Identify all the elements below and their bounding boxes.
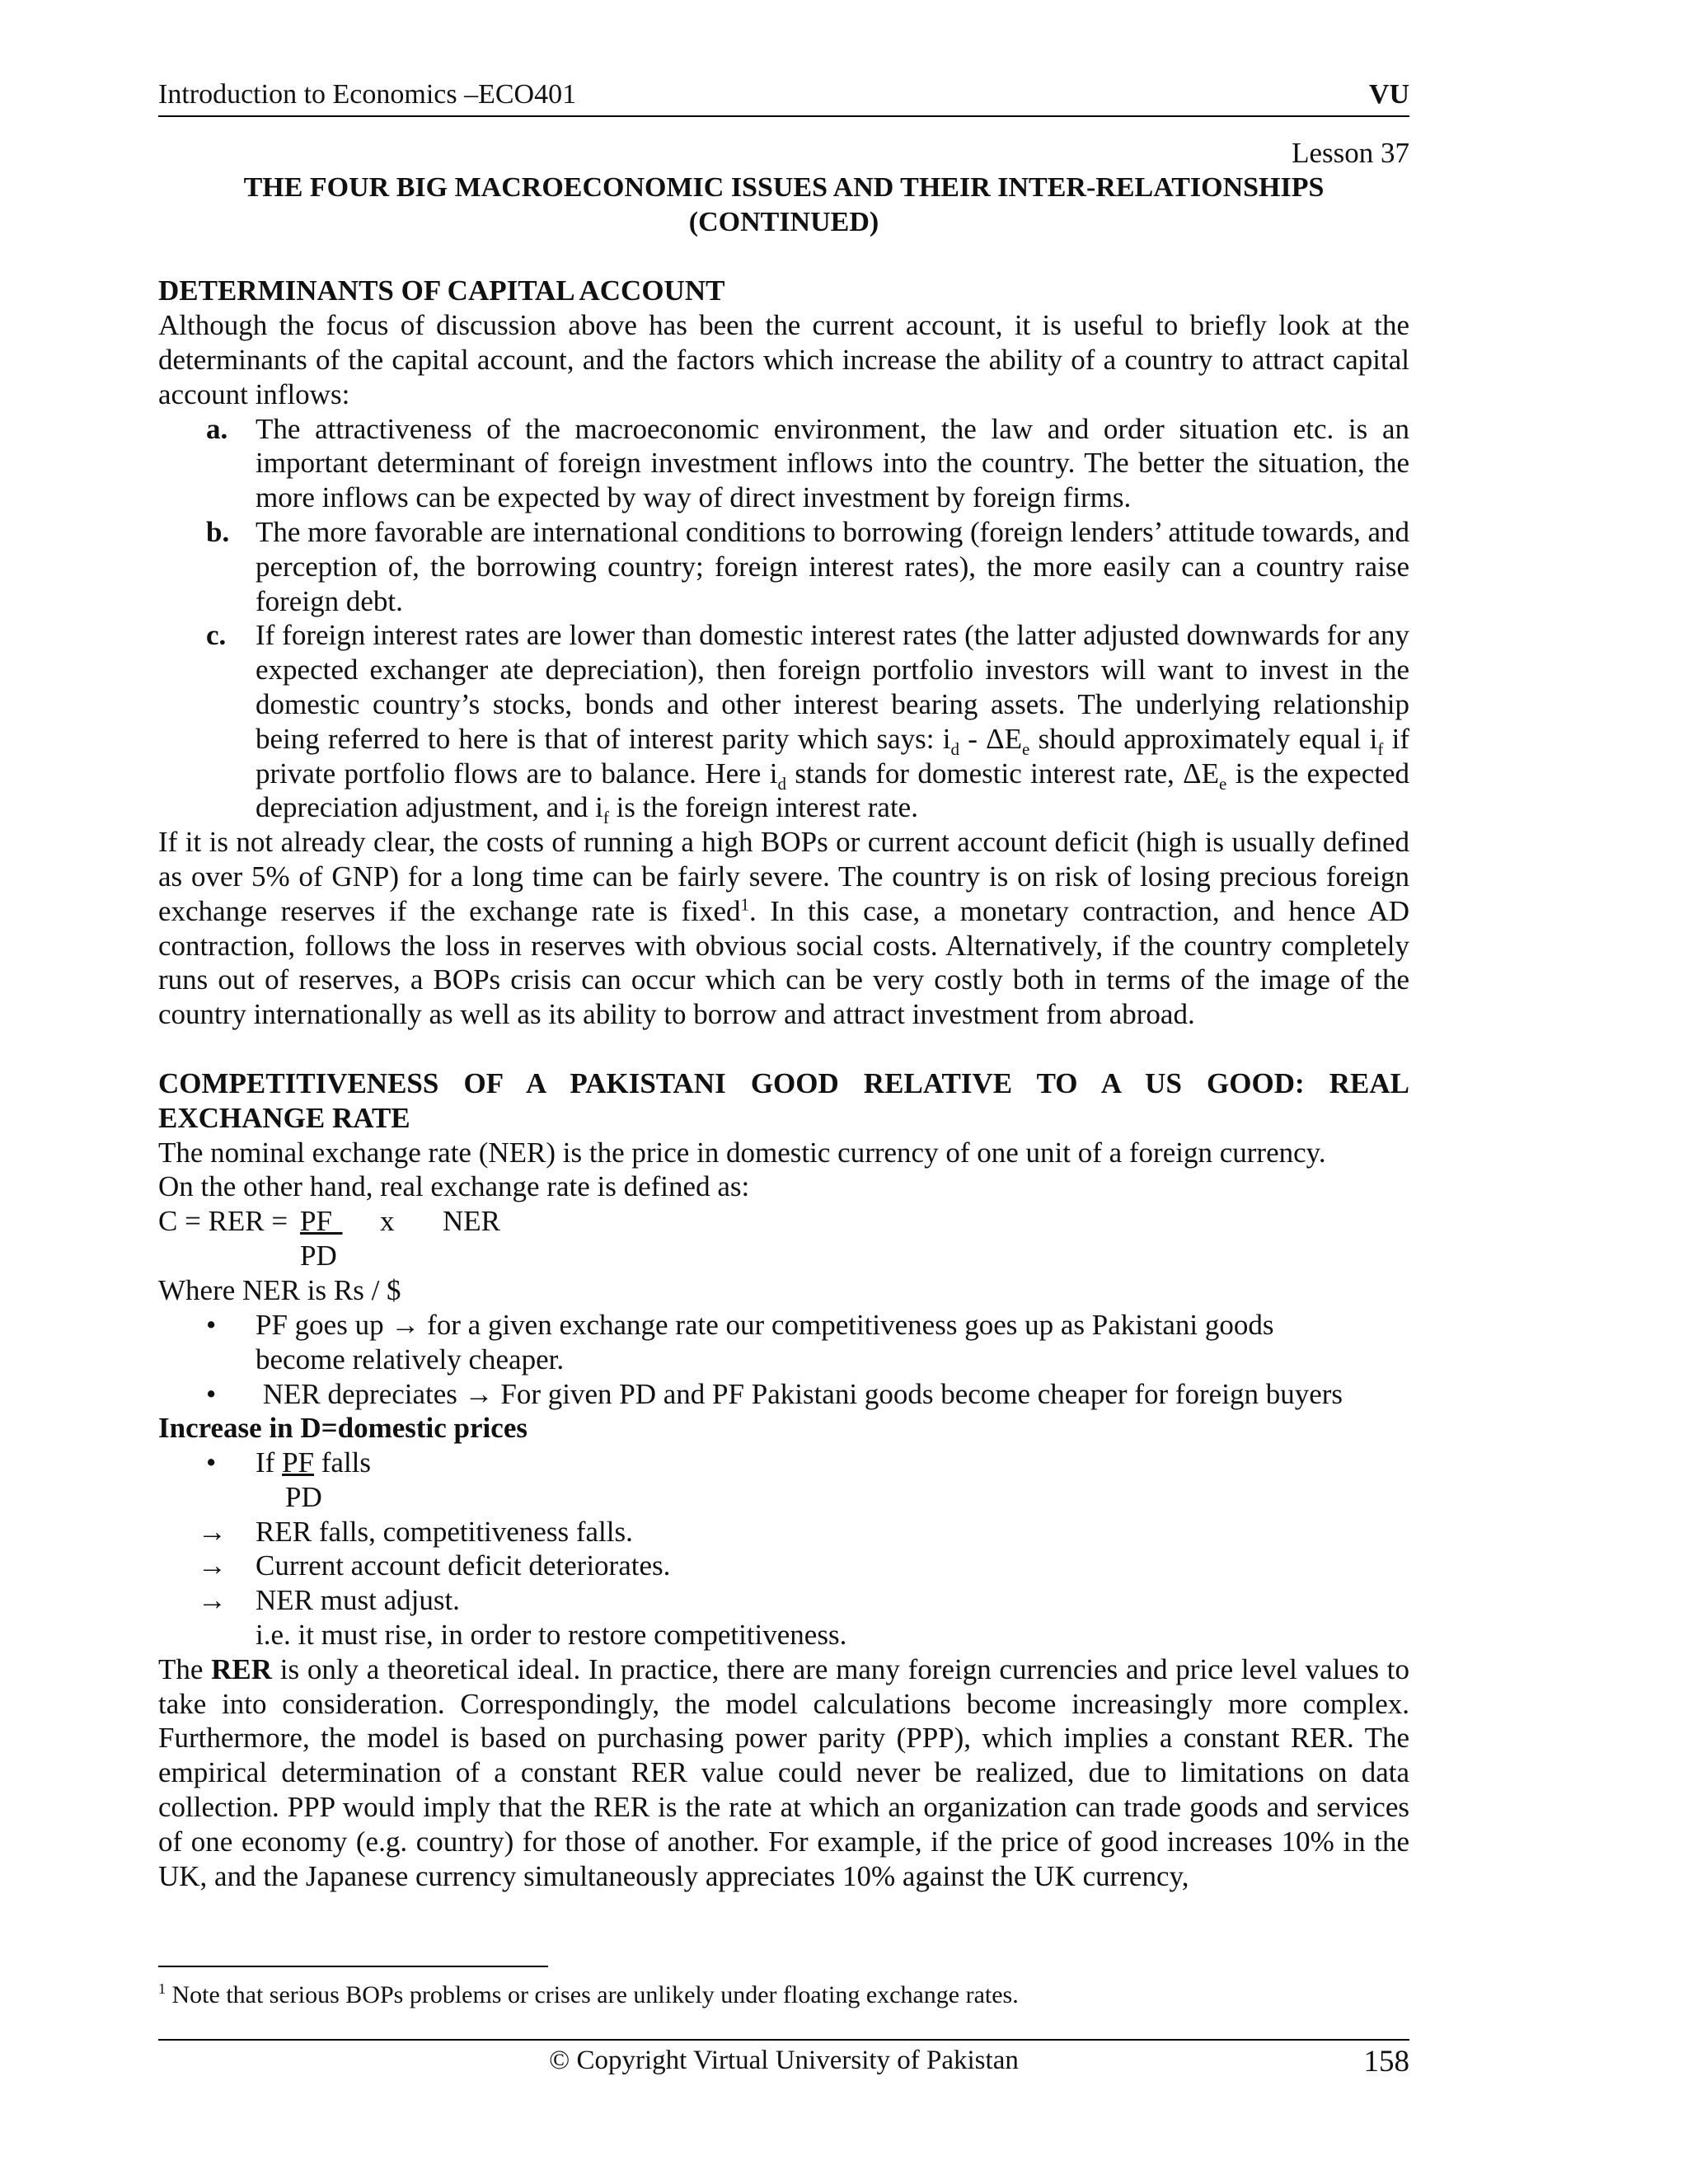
formula-denominator: PD	[300, 1240, 337, 1272]
arrow-item: → NER must adjust.	[198, 1584, 460, 1617]
formula-numerator: PF	[300, 1205, 332, 1238]
list-item-text: If foreign interest rates are lower than domestic interest rates (the latter adjusted downwards for any expected exchanger ate depreciation), then foreign portfolio investors will want to invest in the domestic country’s stocks, bonds and other interest bearing assets. The underlying relationship being referred to here is that of interest parity which says: $i_d - \Delta E_e$ should approximately equal $i_f$ if private portfolio flows are to balance. Here $i_d$ stands for domestic interest rate, $\Delta E_e$ is the expected depreciation adjustment, and $i_f$ is the foreign interest rate.	[256, 619, 1410, 828]
ner-definition: The nominal exchange rate (NER) is the price in domestic currency of one unit of a foreign currency.	[158, 1136, 1326, 1169]
list-item	[158, 412, 1409, 515]
page-footer	[158, 2039, 1409, 2079]
list-item	[158, 515, 1409, 618]
title-line-2: (CONTINUED)	[688, 206, 879, 237]
vu-logo: VU	[1368, 79, 1409, 110]
bops-paragraph: If it is not already clear, the costs of running a high BOPs or current account deficit (high is usually defined as over 5% of GNP) for a long time can be fairly severe. The country is on risk of losing precious foreign exchange reserves if the exchange rate is fixed$^1$. In this case, a monetary contraction, and hence AD contraction, follows the loss in reserves with obvious social costs. Alternatively, if the country completely runs out of reserves, a BOPs crisis can occur which can be very costly both in terms of the image of the country internationally as well as its ability to borrow and attract investment from abroad.	[158, 826, 1409, 1031]
rer-discussion-paragraph: The RER is only a theoretical ideal. In practice, there are many foreign currencies and price level values to take into consideration. Correspondingly, the model calculations become increasingly more complex. Furthermore, the model is based on purchasing power parity (PPP), which implies a constant RER. The empirical determination of a constant RER value could never be realized, due to limitations on data collection. PPP would imply that the RER is the rate at which an organization can trade goods and services of one economy (e.g. country) for those of another. For example, if the price of good increases 10% in the UK, and the Japanese currency simultaneously appreciates 10% against the UK currency,	[158, 1652, 1409, 1892]
rer-formula: C = RER = PF x NER PD	[158, 1205, 500, 1272]
list-marker: a.	[206, 412, 228, 445]
list-marker: c.	[206, 619, 227, 652]
course-title: Introduction to Economics –ECO401	[158, 79, 577, 110]
arrow-icon: →	[391, 1308, 420, 1341]
arrow-item: → RER falls, competitiveness falls.	[198, 1515, 633, 1548]
arrow-icon: →	[198, 1515, 227, 1548]
lesson-number: Lesson 37	[1292, 137, 1409, 169]
rer-intro: On the other hand, real exchange rate is defined as:	[158, 1170, 750, 1203]
arrow-item-continuation: i.e. it must rise, in order to restore competitiveness.	[256, 1619, 847, 1652]
section-heading-capital-account: DETERMINANTS OF CAPITAL ACCOUNT	[158, 274, 725, 307]
bullet-marker: •	[206, 1308, 217, 1341]
page-header	[158, 79, 1409, 117]
arrow-icon: →	[464, 1377, 494, 1410]
intro-paragraph: Although the focus of discussion above has been the current account, it is useful to briefly look at the determinants of the capital account, and the factors which increase the ability of a country to attract capital account inflows:	[158, 309, 1409, 410]
footnote: $^1$ Note that serious BOPs problems or crises are unlikely under floating exchange rates.	[158, 1980, 1019, 2008]
list-item-text: The attractiveness of the macroeconomic environment, the law and order situation etc. is an important determinant of foreign investment inflows into the country. The better the situation, the more inflows can be expected by way of direct investment by foreign firms.	[256, 412, 1409, 514]
determinants-list	[158, 412, 1409, 826]
ner-unit-note: Where NER is Rs / $	[158, 1274, 401, 1307]
section-heading-competitiveness: COMPETITIVENESS OF A PAKISTANI GOOD RELATIVE TO A US GOOD: REAL EXCHANGE RATE	[158, 1066, 1409, 1134]
list-item	[158, 618, 1410, 828]
copyright-notice: © Copyright Virtual University of Pakistan	[549, 2046, 1019, 2075]
bullet-item: • If PF falls PD	[206, 1446, 372, 1513]
bullet-item: • NER depreciates → For given PD and PF Pakistani goods become cheaper for foreign buyers	[206, 1377, 1343, 1410]
footnote-reference: 1	[740, 894, 750, 915]
list-item-text: The more favorable are international conditions to borrowing (foreign lenders’ attitude towards, and perception of, the borrowing country; foreign interest rates), the more easily can a country raise foreign debt.	[256, 515, 1409, 617]
page-body	[158, 136, 1409, 1893]
arrow-item: → Current account deficit deteriorates.	[198, 1549, 671, 1582]
bullet-marker: •	[206, 1377, 217, 1410]
page-number: 158	[1363, 2045, 1409, 2079]
sub-heading-domestic-prices: Increase in D=domestic prices	[158, 1412, 528, 1445]
footnote-divider	[158, 1966, 548, 1967]
arrow-icon: →	[198, 1549, 227, 1582]
page-title	[158, 171, 1409, 240]
list-marker: b.	[206, 515, 230, 548]
bullet-item: • PF goes up → for a given exchange rate our competitiveness goes up as Pakistani goods become relatively cheaper.	[206, 1308, 1274, 1376]
arrow-icon: →	[198, 1584, 227, 1617]
bullet-marker: •	[206, 1446, 217, 1479]
title-line-1: THE FOUR BIG MACROECONOMIC ISSUES AND THEIR INTER-RELATIONSHIPS	[243, 171, 1325, 203]
